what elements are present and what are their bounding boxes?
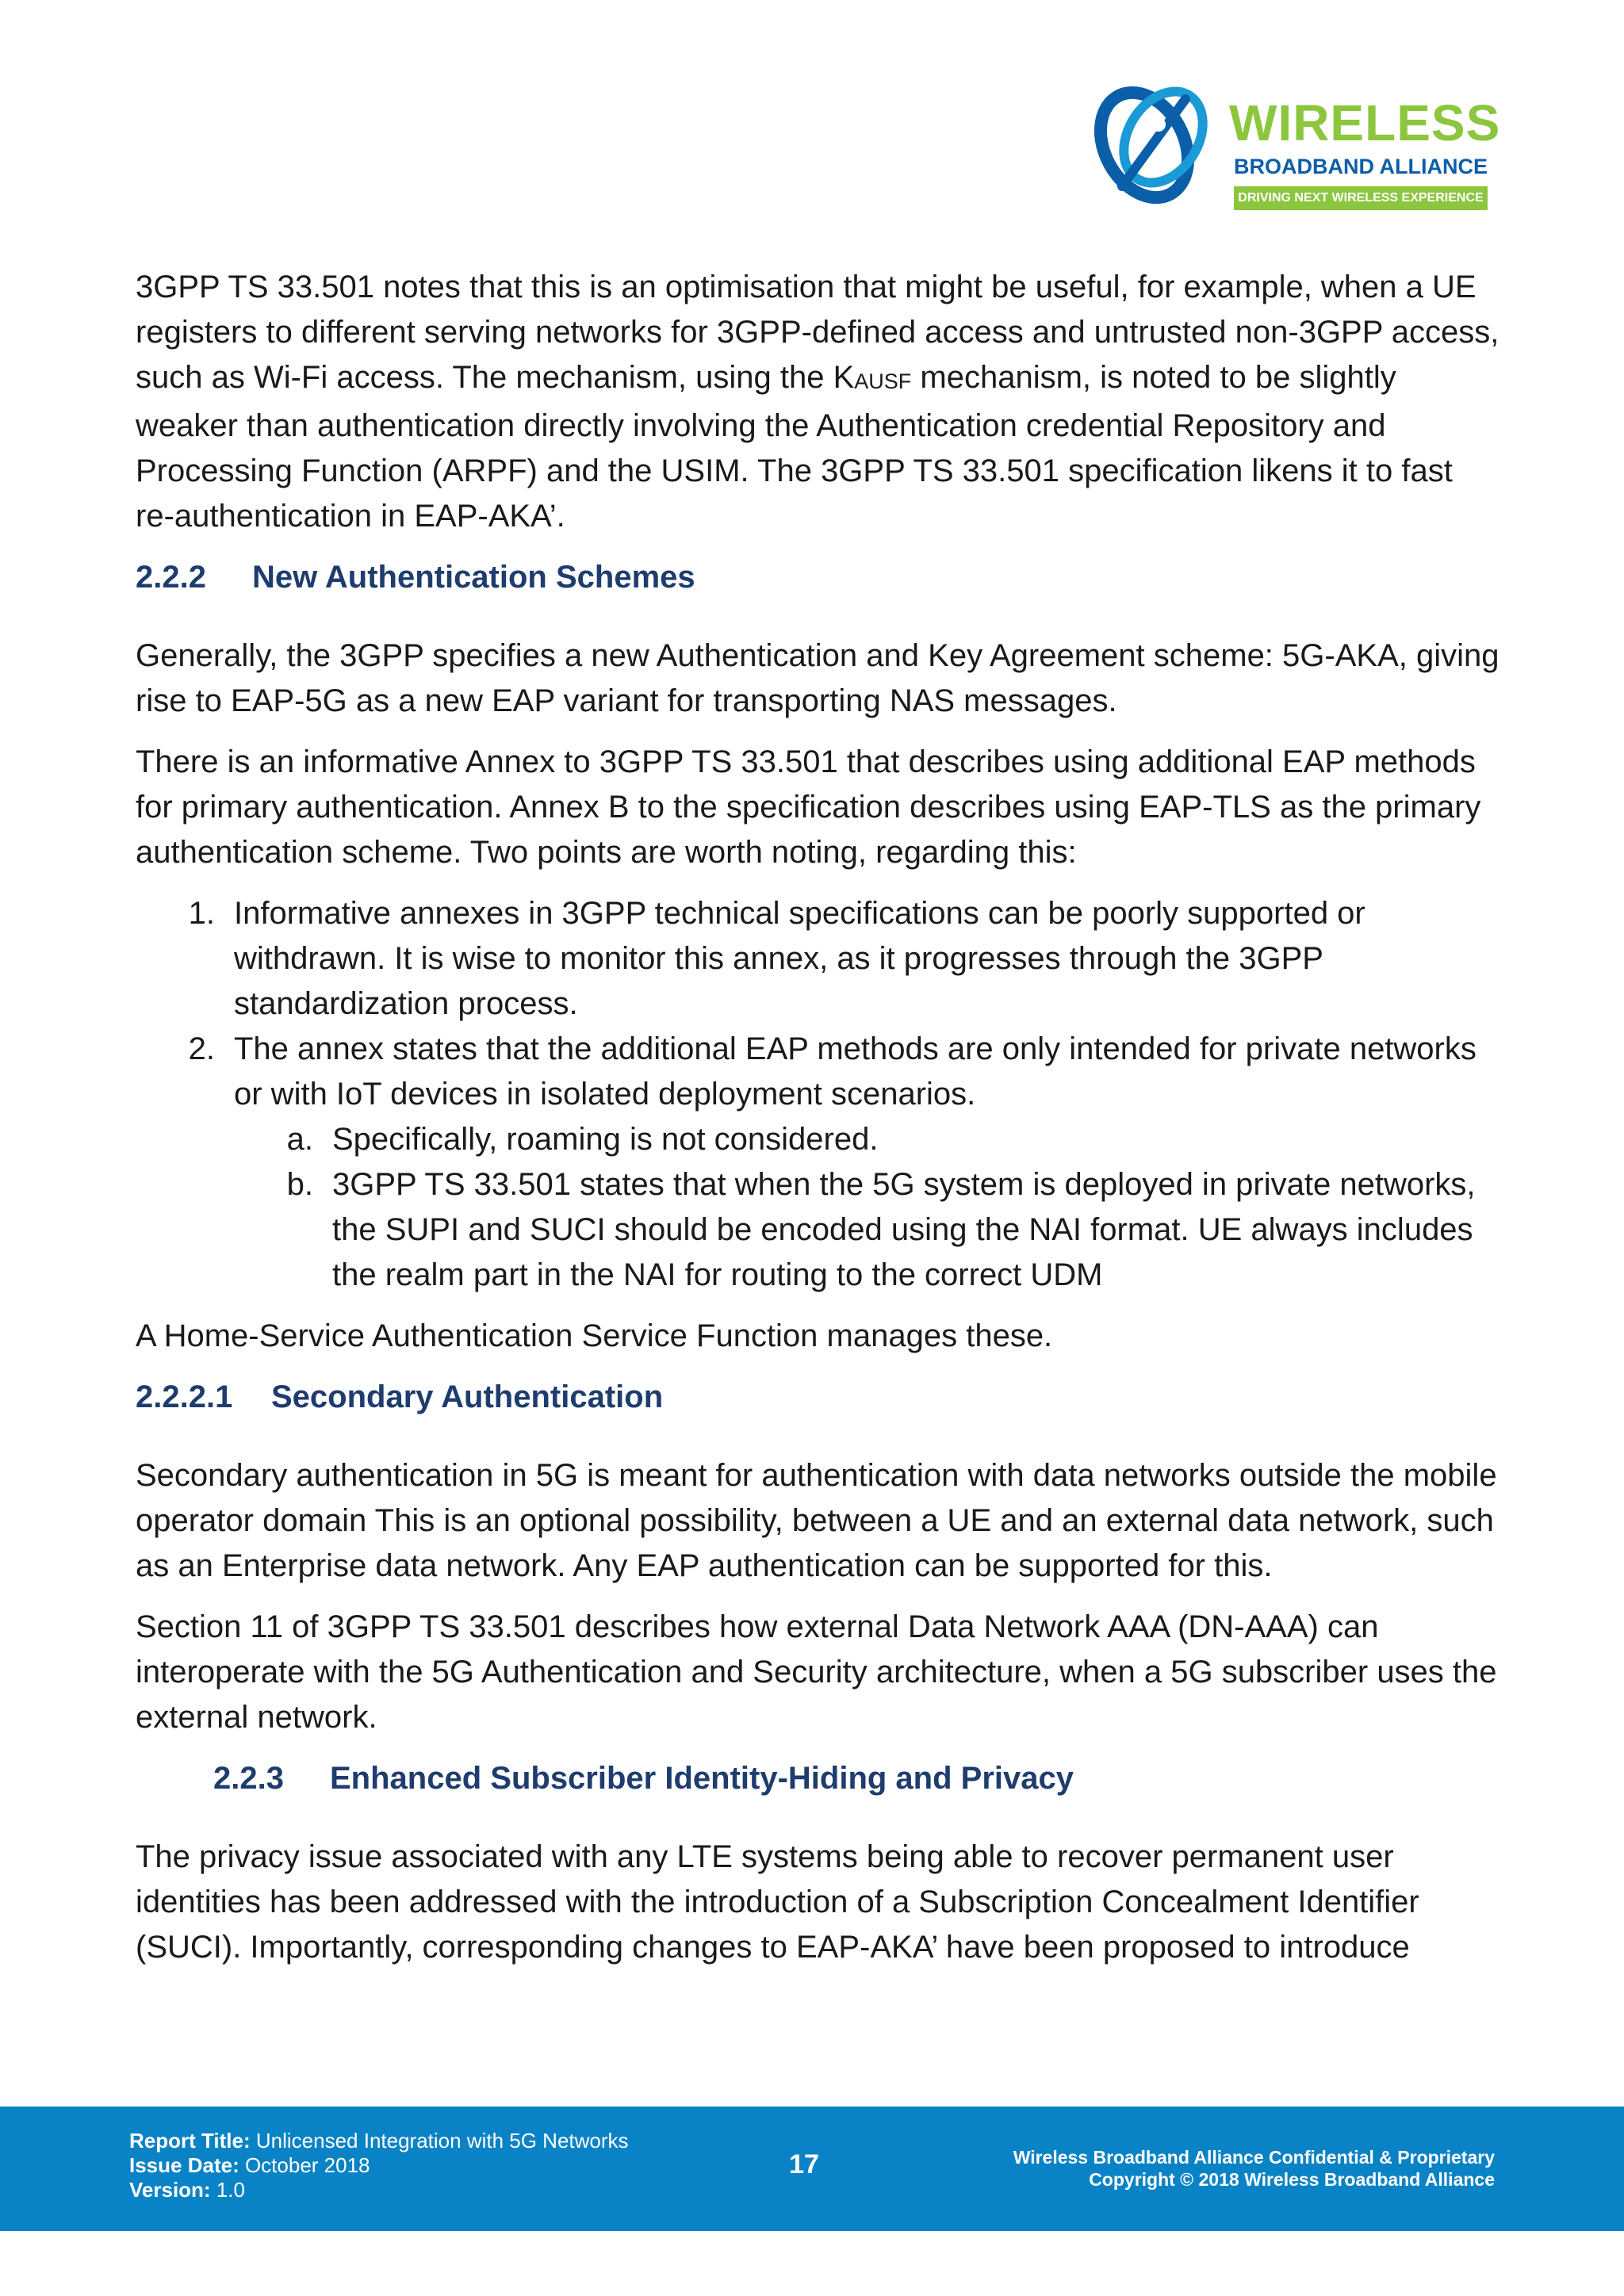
- list-marker: a.: [286, 1122, 313, 1157]
- sub-list-item: [136, 1117, 1500, 1162]
- footer-report-title: Report Title: Unlicensed Integration with 5G Networks: [129, 2129, 629, 2152]
- section-number: 2.2.2: [136, 560, 206, 595]
- list-item: [136, 1027, 1500, 1117]
- footer-copyright: Copyright © 2018 Wireless Broadband Alliance: [1089, 2169, 1495, 2190]
- list-marker: 2.: [188, 1031, 215, 1066]
- paragraph: There is an informative Annex to 3GPP TS 33.501 that describes using additional EAP methods for primary authentication. Annex B to the specification describes using EAP-TLS as the primary authentication scheme. Two points are worth noting, regarding this:: [136, 744, 1481, 870]
- paragraph: Section 11 of 3GPP TS 33.501 describes how external Data Network AAA (DN-AAA) can interoperate with the 5G Authentication and Security architecture, when a 5G subscriber uses the external network.: [136, 1609, 1497, 1735]
- page-footer: [0, 2107, 1624, 2231]
- section-title: Enhanced Subscriber Identity-Hiding and Privacy: [330, 1761, 1074, 1796]
- list-marker: b.: [286, 1167, 313, 1202]
- footer-issue-date: Issue Date: October 2018: [129, 2153, 370, 2177]
- list-marker: 1.: [188, 896, 215, 931]
- sub-list-item: [136, 1162, 1500, 1298]
- section-2-2-2-heading: [136, 555, 1500, 600]
- section-2-2-3-heading: [136, 1756, 1500, 1801]
- kausf-subscript: AUSF: [854, 369, 912, 393]
- footer-version: Version: 1.0: [129, 2178, 245, 2202]
- section-2-2-2-1-heading: [136, 1375, 1500, 1420]
- section-title: New Authentication Schemes: [252, 560, 695, 595]
- section-number: 2.2.3: [213, 1761, 284, 1796]
- list-item-text: 3GPP TS 33.501 states that when the 5G system is deployed in private networks, the SUPI and SUCI should be encoded using the NAI format. UE always includes the realm part in the NAI for routing to the correct UDM: [332, 1167, 1476, 1292]
- wba-logo: [1090, 75, 1501, 218]
- section-number: 2.2.2.1: [136, 1380, 233, 1414]
- paragraph: Generally, the 3GPP specifies a new Authentication and Key Agreement scheme: 5G-AKA, giving rise to EAP-5G as a new EAP variant for transporting NAS messages.: [136, 638, 1500, 718]
- list-item-text: Specifically, roaming is not considered.: [332, 1122, 879, 1157]
- document-body: [136, 265, 1500, 1986]
- page-number: 17: [789, 2149, 819, 2179]
- list-item-text: The annex states that the additional EAP methods are only intended for private networks or with IoT devices in isolated deployment scenarios.: [234, 1031, 1477, 1112]
- paragraph: Secondary authentication in 5G is meant for authentication with data networks outside the mobile operator domain This is an optional possibility, between a UE and an external data network, such as an Enterprise data network. Any EAP authentication can be supported for this.: [136, 1458, 1497, 1583]
- numbered-list: [136, 891, 1500, 1298]
- logo-wordmark: WIRELESS: [1229, 94, 1501, 151]
- footer-report-info: [129, 2129, 629, 2202]
- logo-tagline: DRIVING NEXT WIRELESS EXPERIENCE: [1234, 186, 1488, 210]
- footer-legal: [1013, 2146, 1495, 2191]
- list-item: [136, 891, 1500, 1027]
- paragraph: The privacy issue associated with any LTE systems being able to recover permanent user identities has been addressed with the introduction of a Subscription Concealment Identifier (SUCI). Importantly, corresponding changes to EAP-AKA’ have been proposed to introduce: [136, 1839, 1419, 1965]
- section-title: Secondary Authentication: [271, 1380, 664, 1414]
- paragraph: A Home-Service Authentication Service Function manages these.: [136, 1318, 1053, 1353]
- logo-subtitle: BROADBAND ALLIANCE: [1234, 155, 1488, 178]
- footer-confidential: Wireless Broadband Alliance Confidential & Proprietary: [1013, 2147, 1495, 2168]
- list-item-text: Informative annexes in 3GPP technical specifications can be poorly supported or withdrawn. It is wise to monitor this annex, as it progresses through the 3GPP standardization process.: [234, 896, 1365, 1021]
- intro-paragraph: 3GPP TS 33.501 notes that this is an optimisation that might be useful, for example, when a UE registers to different serving networks for 3GPP-defined access and untrusted non-3GPP access, such as Wi-Fi access. The mechanism, using the $K_{AUSF}$ mechanism, is noted to be slightly weaker than authentication directly involving the Authentication credential Repository and Processing Function (ARPF) and the USIM. The 3GPP TS 33.501 specification likens it to fast re-authentication in EAP-AKA’.: [136, 270, 1500, 534]
- wba-logo-swirl-icon: [1090, 75, 1233, 218]
